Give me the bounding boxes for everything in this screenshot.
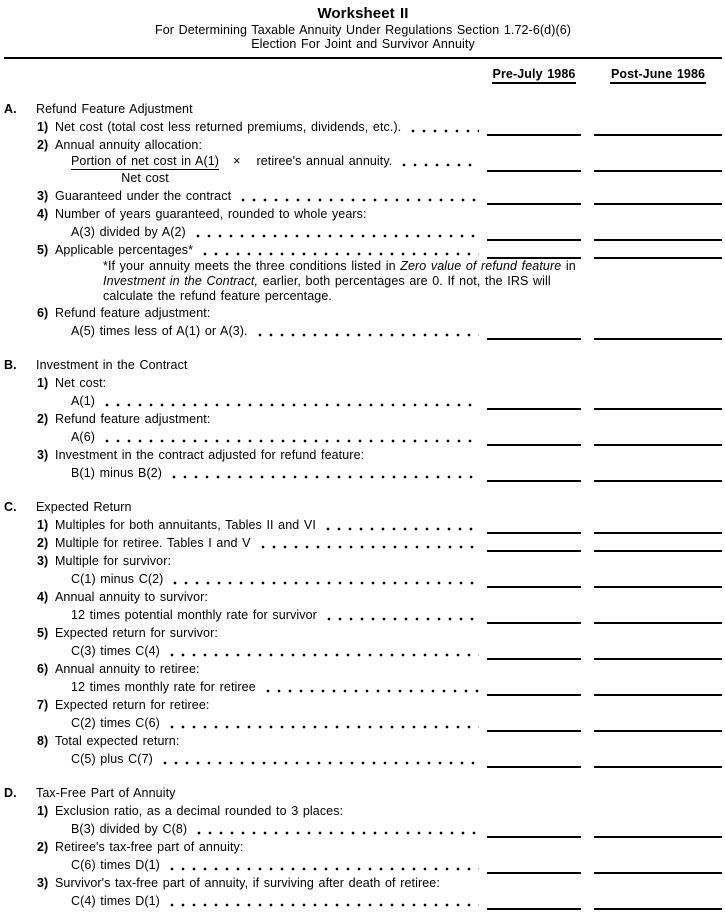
item-number: 5) (37, 626, 49, 640)
answer-line-pre-july (487, 892, 581, 910)
item-sublabel: B(1) minus B(2) (71, 466, 163, 480)
footnote-segment: earlier, both percentages are 0. If not, the IRS will (258, 274, 551, 288)
answer-line-pre-july (487, 428, 581, 446)
item-number: 2) (37, 840, 49, 854)
item-number: 2) (37, 412, 49, 426)
worksheet-row (4, 241, 722, 259)
worksheet-row (4, 118, 722, 136)
worksheet-row (4, 696, 722, 714)
worksheet-section (4, 100, 722, 340)
leader-dots (399, 154, 479, 170)
answer-line-pre-july (487, 714, 581, 732)
footnote-row (4, 259, 722, 274)
answer-line-pre-july (487, 570, 581, 588)
item-sublabel: A(5) times less of A(1) or A(3). (71, 324, 248, 338)
answer-line-pre-july (487, 606, 581, 624)
answer-line-post-june (594, 820, 722, 838)
answer-line-post-june (594, 714, 722, 732)
leader-dots (193, 225, 479, 241)
pre-july-header: Pre-July 1986 (492, 67, 577, 84)
worksheet-row (4, 838, 722, 856)
leader-dots (258, 536, 479, 552)
item-sublabel: C(4) times D(1) (71, 894, 160, 908)
item-label: Annual annuity to survivor: (55, 590, 209, 604)
answer-line-pre-july (487, 750, 581, 768)
worksheet-row (4, 428, 722, 446)
leader-dots (167, 894, 479, 910)
footnote-segment: in (561, 259, 576, 273)
item-number: 3) (37, 448, 49, 462)
item-sublabel: A(1) (71, 394, 96, 408)
answer-line-post-june (594, 464, 722, 482)
item-sublabel: A(6) (71, 430, 96, 444)
item-number: 4) (37, 590, 49, 604)
item-label: Net cost: (55, 376, 107, 390)
item-label: retiree's annual annuity. (256, 154, 393, 168)
answer-line-post-june (594, 642, 722, 660)
answer-line-pre-july (487, 118, 581, 136)
leader-dots (255, 324, 479, 340)
worksheet-row (4, 606, 722, 624)
answer-line-post-june (594, 856, 722, 874)
answer-line-pre-july (487, 241, 581, 259)
post-june-header: Post-June 1986 (610, 67, 706, 84)
answer-line-post-june (594, 750, 722, 768)
footnote-segment: Investment in the Contract, (103, 274, 259, 288)
item-number: 8) (37, 734, 49, 748)
answer-line-pre-july (487, 322, 581, 340)
item-number: 4) (37, 207, 49, 221)
section-title: Tax-Free Part of Annuity (36, 786, 176, 800)
answer-line-pre-july (487, 464, 581, 482)
worksheet-row (4, 304, 722, 322)
worksheet-body (4, 100, 722, 910)
leader-dots (323, 518, 479, 534)
leader-dots (200, 243, 479, 259)
worksheet-row (4, 322, 722, 340)
answer-line-post-june (594, 223, 722, 241)
worksheet-row (4, 223, 722, 241)
section-header-row (4, 784, 722, 802)
answer-line-pre-july (487, 187, 581, 205)
item-label: Refund feature adjustment: (55, 306, 211, 320)
item-sublabel: C(5) plus C(7) (71, 752, 153, 766)
leader-dots (102, 430, 479, 446)
section-header-row (4, 100, 722, 118)
answer-line-post-june (594, 322, 722, 340)
item-label: Retiree's tax-free part of annuity: (55, 840, 244, 854)
item-label: Multiple for retiree. Tables I and V (55, 536, 251, 550)
worksheet-row (4, 534, 722, 552)
item-number: 3) (37, 876, 49, 890)
fraction-stack (71, 154, 219, 186)
worksheet-row (4, 642, 722, 660)
item-label: Investment in the contract adjusted for refund feature: (55, 448, 365, 462)
worksheet-row (4, 205, 722, 223)
section-letter: B. (4, 358, 17, 372)
leader-dots (324, 608, 479, 624)
item-label: Net cost (total cost less returned premiums, dividends, etc.). (55, 120, 402, 134)
answer-line-post-june (594, 570, 722, 588)
item-number: 6) (37, 306, 49, 320)
worksheet-row (4, 392, 722, 410)
worksheet-row (4, 464, 722, 482)
section-letter: A. (4, 102, 17, 116)
fraction-row (4, 154, 722, 187)
page-subtitle-1: For Determining Taxable Annuity Under Regulations Section 1.72-6(d)(6) (154, 23, 572, 37)
footnote-line (103, 289, 332, 304)
worksheet-section (4, 498, 722, 768)
item-number: 3) (37, 554, 49, 568)
footnote-line (103, 274, 551, 289)
footnote-row (4, 289, 722, 304)
item-label: Applicable percentages* (55, 243, 194, 257)
worksheet-row (4, 678, 722, 696)
answer-line-post-june (594, 154, 722, 172)
worksheet-row (4, 446, 722, 464)
answer-line-post-june (594, 118, 722, 136)
page-subtitle-2: Election For Joint and Survivor Annuity (251, 37, 475, 51)
leader-dots (263, 680, 479, 696)
item-sublabel: 12 times monthly rate for retiree (71, 680, 256, 694)
item-number: 5) (37, 243, 49, 257)
item-label: Multiple for survivor: (55, 554, 172, 568)
fraction-denominator: Net cost (121, 171, 169, 185)
answer-line-post-june (594, 241, 722, 259)
item-sublabel: C(3) times C(4) (71, 644, 160, 658)
answer-line-post-june (594, 678, 722, 696)
post-june-zone (594, 67, 722, 84)
item-label: Guaranteed under the contract (55, 189, 232, 203)
item-sublabel: C(6) times D(1) (71, 858, 160, 872)
leader-dots (169, 466, 479, 482)
section-title: Investment in the Contract (36, 358, 188, 372)
item-number: 1) (37, 120, 49, 134)
worksheet-row (4, 570, 722, 588)
item-label: Refund feature adjustment: (55, 412, 211, 426)
leader-dots (408, 120, 479, 136)
item-number: 3) (37, 189, 49, 203)
column-headers (4, 66, 722, 84)
footnote-line (103, 259, 576, 274)
leader-dots (167, 858, 479, 874)
worksheet-row (4, 588, 722, 606)
answer-line-pre-july (487, 678, 581, 696)
leader-dots (102, 394, 479, 410)
worksheet-row (4, 874, 722, 892)
item-sublabel: B(3) divided by C(8) (71, 822, 188, 836)
worksheet-section (4, 784, 722, 910)
worksheet-row (4, 856, 722, 874)
section-header-row (4, 498, 722, 516)
worksheet-row (4, 624, 722, 642)
leader-dots (170, 572, 479, 588)
item-label: Number of years guaranteed, rounded to whole years: (55, 207, 367, 221)
leader-dots (167, 644, 479, 660)
item-label: Survivor's tax-free part of annuity, if surviving after death of retiree: (55, 876, 440, 890)
section-letter: D. (4, 786, 17, 800)
leader-dots (238, 189, 479, 205)
worksheet-row (4, 892, 722, 910)
leader-dots (167, 716, 479, 732)
worksheet-row (4, 516, 722, 534)
item-number: 1) (37, 804, 49, 818)
worksheet-row (4, 374, 722, 392)
answer-line-pre-july (487, 820, 581, 838)
answer-line-pre-july (487, 154, 581, 172)
worksheet-row (4, 136, 722, 154)
divider-rule (4, 57, 722, 59)
fraction-numerator: Portion of net cost in A(1) (71, 154, 220, 168)
worksheet-section (4, 356, 722, 482)
worksheet-row (4, 410, 722, 428)
answer-line-post-june (594, 534, 722, 552)
page-title: Worksheet II (317, 5, 409, 22)
item-label: Annual annuity allocation: (55, 138, 203, 152)
answer-line-pre-july (487, 642, 581, 660)
answer-line-pre-july (487, 392, 581, 410)
worksheet-row (4, 660, 722, 678)
worksheet-row (4, 802, 722, 820)
worksheet-row (4, 732, 722, 750)
footnote-segment: Zero value of refund feature (400, 259, 562, 273)
item-sublabel: C(1) minus C(2) (71, 572, 164, 586)
answer-line-pre-july (487, 856, 581, 874)
section-header-row (4, 356, 722, 374)
section-title: Refund Feature Adjustment (36, 102, 193, 116)
item-label: Exclusion ratio, as a decimal rounded to 3 places: (55, 804, 344, 818)
worksheet-row (4, 552, 722, 570)
footnote-segment: calculate the refund feature percentage. (103, 289, 332, 303)
leader-dots (160, 752, 479, 768)
item-label: Total expected return: (55, 734, 180, 748)
item-sublabel: C(2) times C(6) (71, 716, 160, 730)
answer-line-post-june (594, 606, 722, 624)
worksheet-row (4, 820, 722, 838)
worksheet-row (4, 750, 722, 768)
answer-line-post-june (594, 187, 722, 205)
item-sublabel: A(3) divided by A(2) (71, 225, 186, 239)
item-number: 1) (37, 518, 49, 532)
section-title: Expected Return (36, 500, 132, 514)
item-label: Expected return for survivor: (55, 626, 218, 640)
item-sublabel: 12 times potential monthly rate for survivor (71, 608, 317, 622)
item-number: 2) (37, 138, 49, 152)
item-number: 1) (37, 376, 49, 390)
item-label: Annual annuity to retiree: (55, 662, 200, 676)
answer-line-pre-july (487, 223, 581, 241)
pre-july-zone (487, 67, 581, 84)
item-number: 7) (37, 698, 49, 712)
item-label: Multiples for both annuitants, Tables II and VI (55, 518, 316, 532)
footnote-row (4, 274, 722, 289)
multiply-sign: × (233, 154, 241, 168)
item-number: 6) (37, 662, 49, 676)
answer-line-pre-july (487, 534, 581, 552)
item-number: 2) (37, 536, 49, 550)
worksheet-row (4, 187, 722, 205)
answer-line-post-june (594, 392, 722, 410)
answer-line-post-june (594, 428, 722, 446)
worksheet-row (4, 714, 722, 732)
footnote-segment: *If your annuity meets the three conditions listed in (103, 259, 401, 273)
leader-dots (194, 822, 479, 838)
section-letter: C. (4, 500, 17, 514)
answer-line-post-june (594, 516, 722, 534)
item-label: Expected return for retiree: (55, 698, 210, 712)
answer-line-pre-july (487, 516, 581, 534)
answer-line-post-june (594, 892, 722, 910)
